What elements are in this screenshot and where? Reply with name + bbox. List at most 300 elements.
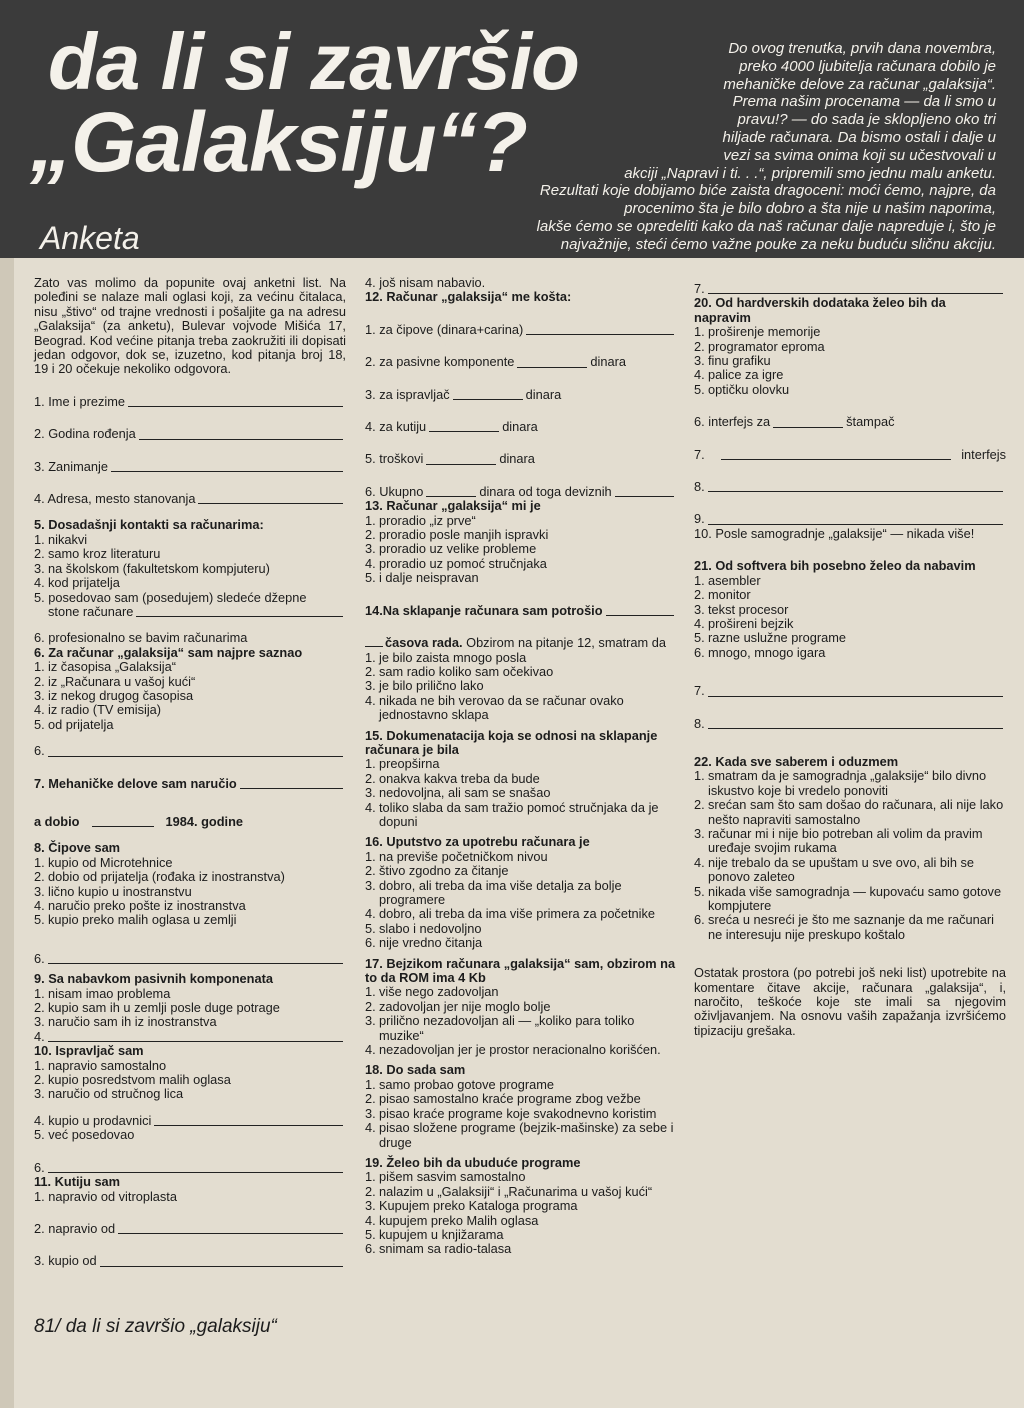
answer-option[interactable]	[34, 856, 346, 870]
answer-option[interactable]	[365, 801, 677, 830]
option-number: 3.	[365, 785, 376, 801]
option-text: nalazim u „Galaksiji“ i „Računarima u vašoj kući“	[379, 1183, 653, 1199]
page-edge	[0, 258, 14, 1408]
option-number: 4.	[34, 898, 45, 913]
answer-option[interactable]	[694, 574, 1006, 588]
intro-line: Prema našim procenama — da li smo u	[732, 93, 996, 111]
answer-option[interactable]	[365, 651, 677, 665]
option-number: 3.	[365, 1013, 376, 1029]
option-number: 5.	[694, 883, 705, 899]
answer-option[interactable]	[365, 571, 677, 585]
q20-option-6[interactable]: 6. interfejs za štampač	[694, 414, 895, 430]
field-occupation[interactable]: 3. Zanimanje	[34, 460, 346, 474]
option-number: 3.	[34, 883, 45, 899]
option-number: 2.	[365, 863, 376, 879]
option-number: 1.	[34, 1057, 45, 1073]
answer-option[interactable]	[365, 985, 677, 999]
option-text: finu grafiku	[708, 353, 771, 369]
option-number: 5.	[694, 630, 705, 646]
option-number: 2.	[694, 797, 705, 813]
answer-option[interactable]	[34, 987, 346, 1001]
option-text: samo kroz literaturu	[48, 546, 161, 562]
intro-line: procenimo šta je bilo dobro a šta nije u našim naporima,	[624, 200, 996, 218]
answer-option[interactable]	[694, 354, 1006, 368]
option-text: kod prijatelja	[48, 575, 120, 591]
q16-options[interactable]	[365, 850, 677, 951]
answer-option[interactable]	[365, 679, 677, 693]
q18-options[interactable]	[365, 1078, 677, 1150]
option-text: prilično nezadovoljan ali — „koliko para toliko muzike“	[379, 1013, 635, 1043]
answer-option[interactable]	[365, 757, 677, 771]
answer-option[interactable]	[34, 675, 346, 689]
intro-line: vezi sa svima onima koji su učestvovali u	[723, 146, 996, 164]
option-number: 1.	[365, 1076, 376, 1092]
section-label: Anketa	[40, 220, 140, 256]
q9-option-4[interactable]: 4.	[34, 1030, 346, 1044]
answer-option[interactable]	[365, 528, 677, 542]
option-number: 4.	[34, 575, 45, 591]
option-number: 5.	[365, 570, 376, 586]
intro-line: hiljade računara. Da bismo ostali i dalje u	[722, 128, 996, 146]
question-14[interactable]: 14.Na sklapanje računara sam potrošio	[365, 604, 677, 618]
option-number: 2.	[365, 663, 376, 679]
q5-option-5-line[interactable]: stone računare	[34, 605, 346, 619]
option-number: 1.	[365, 1169, 376, 1185]
option-text: iz nekog drugog časopisa	[48, 687, 194, 703]
question-18: 18. Do sada sam	[365, 1062, 466, 1078]
option-number: 1.	[34, 985, 45, 1001]
answer-option[interactable]	[694, 646, 1006, 660]
closing-paragraph: Ostatak prostora (po potrebi još neki list) upotrebite na komentare čitave akcije, računara „galaksija“, i, naročito, teškoće koje ste imali sa njegovim oživljavanjem. Na osnovu vaših zapažanja izvršićemo tipizaciju grešaka.	[694, 965, 1006, 1038]
question-10: 10. Ispravljač sam	[34, 1043, 144, 1059]
q21-option-8[interactable]: 8.	[694, 717, 1006, 731]
field-name[interactable]: 1. Ime i prezime	[34, 395, 346, 409]
option-number: 2.	[365, 527, 376, 543]
answer-option[interactable]	[365, 936, 677, 950]
intro-line: najvažnije, steći ćemo važne pouke za neku buduću sličnu akciju.	[560, 235, 996, 253]
option-number: 1.	[34, 531, 45, 547]
answer-option[interactable]	[34, 576, 346, 590]
question-19: 19. Želeo bih da ubuduće programe	[365, 1154, 581, 1170]
option-number: 2.	[34, 1072, 45, 1088]
option-text: pisao složene programe (bejzik-mašinske) za sebe i druge	[379, 1120, 674, 1150]
q21-options[interactable]	[694, 574, 1006, 660]
option-number: 4.	[694, 367, 705, 383]
option-number: 1.	[34, 659, 45, 675]
answer-option[interactable]	[365, 1092, 677, 1106]
question-11: 11. Kutiju sam	[34, 1174, 121, 1190]
answer-option[interactable]	[365, 786, 677, 800]
answer-option[interactable]	[694, 856, 1006, 885]
answer-option[interactable]	[365, 1199, 677, 1213]
option-text: proradio uz velike probleme	[379, 541, 537, 557]
option-number: 4.	[694, 854, 705, 870]
option-text: samo probao gotove programe	[379, 1076, 554, 1092]
q12-option-6[interactable]: 6. Ukupno dinara od toga deviznih	[365, 485, 677, 499]
q12-option-2[interactable]: 2. za pasivne komponente dinara	[365, 354, 626, 370]
answer-option[interactable]	[34, 899, 346, 913]
answer-option[interactable]	[34, 533, 346, 547]
option-number: 3.	[365, 541, 376, 557]
option-text: pišem sasvim samostalno	[379, 1169, 526, 1185]
field-birth-year[interactable]: 2. Godina rođenja	[34, 427, 346, 441]
option-text: razne uslužne programe	[708, 630, 846, 646]
q12-option-3[interactable]: 3. za ispravljač dinara	[365, 386, 562, 402]
answer-option[interactable]	[34, 1087, 346, 1101]
option-number: 5.	[694, 381, 705, 397]
option-number: 3.	[365, 1105, 376, 1121]
option-text: je bilo zaista mnogo posla	[379, 649, 527, 665]
q20-option-9[interactable]: 9.	[694, 512, 1006, 526]
q12-option-4[interactable]: 4. za kutiju dinara	[365, 419, 538, 435]
answer-option[interactable]	[34, 885, 346, 899]
option-number: 2.	[34, 1000, 45, 1016]
answer-option[interactable]	[34, 870, 346, 884]
q11-option-3[interactable]: 3. kupio od	[34, 1254, 346, 1268]
intro-line: preko 4000 ljubitelja računara dobilo je	[739, 57, 996, 75]
option-text: kupujem u knjižarama	[379, 1226, 504, 1242]
answer-option[interactable]	[365, 665, 677, 679]
option-number: 3.	[34, 1086, 45, 1102]
answer-option[interactable]	[34, 562, 346, 576]
option-number: 4.	[365, 906, 376, 922]
option-number: 3.	[365, 1198, 376, 1214]
q10-options[interactable]	[34, 1059, 346, 1102]
answer-option[interactable]	[34, 660, 346, 674]
option-text: naručio sam ih iz inostranstva	[48, 1014, 217, 1030]
answer-option[interactable]	[694, 827, 1006, 856]
answer-option[interactable]	[34, 913, 346, 927]
option-number: 1.	[694, 572, 705, 588]
answer-option[interactable]	[365, 557, 677, 571]
answer-option[interactable]	[34, 718, 346, 732]
option-text: Kupujem preko Kataloga programa	[379, 1198, 578, 1214]
answer-option[interactable]	[365, 864, 677, 878]
option-number: 6.	[694, 644, 705, 660]
answer-option[interactable]	[365, 850, 677, 864]
option-number: 4.	[365, 692, 376, 708]
q10-option-4[interactable]: 4. kupio u prodavnici	[34, 1114, 346, 1128]
answer-option[interactable]	[365, 694, 677, 723]
option-text: nisam imao problema	[48, 985, 171, 1001]
option-number: 1.	[694, 768, 705, 784]
option-text: iz radio (TV emisija)	[48, 702, 162, 718]
q20-option-7[interactable]: 7. interfejs	[694, 446, 1006, 462]
option-text: pisao samostalno kraće programe zbog vežbe	[379, 1091, 641, 1107]
option-number: 2.	[694, 338, 705, 354]
option-text: štivo zgodno za čitanje	[379, 863, 509, 879]
option-number: 2.	[34, 673, 45, 689]
option-text: snimam sa radio-talasa	[379, 1241, 512, 1257]
option-number: 3.	[365, 877, 376, 893]
column-2	[365, 276, 677, 1257]
answer-option[interactable]	[694, 631, 1006, 645]
header-banner	[0, 0, 1024, 258]
answer-option[interactable]	[694, 325, 1006, 339]
option-number: 6.	[365, 1241, 376, 1257]
answer-option[interactable]	[365, 922, 677, 936]
option-number: 1.	[365, 756, 376, 772]
q7-received[interactable]: a dobio 1984. godine	[34, 813, 244, 829]
answer-option[interactable]	[34, 689, 346, 703]
question-6: 6. Za računar „galaksija“ sam najpre saznao	[34, 644, 303, 660]
option-text: sam radio koliko sam očekivao	[379, 663, 554, 679]
option-text: iz „Računara u vašoj kući“	[48, 673, 196, 689]
answer-option[interactable]	[365, 879, 677, 908]
option-number: 1.	[365, 649, 376, 665]
option-text: preopširna	[379, 756, 440, 772]
q10-option-5[interactable]: 5. već posedovao	[34, 1127, 135, 1143]
q10-option-6[interactable]: 6.	[34, 1161, 346, 1175]
page-footer: 81/ da li si završio „galaksiju“	[34, 1316, 277, 1337]
answer-option[interactable]	[365, 514, 677, 528]
option-text: više nego zadovoljan	[379, 984, 499, 1000]
option-text: palice za igre	[708, 367, 784, 383]
option-text: monitor	[708, 587, 751, 603]
option-number: 2.	[365, 1091, 376, 1107]
q15-options[interactable]	[365, 757, 677, 829]
answer-option[interactable]	[365, 1121, 677, 1150]
headline-line2: „Galaksiju“?	[30, 95, 527, 189]
instructions: Zato vas molimo da popunite ovaj anketni list. Na poleđini se nalaze mali oglasi koji, za većinu čitalaca, nisu „štivo“ od trajne vrednosti i pošaljite ga na adresu „Galaksija“ (za anketu), Bulevar vojvode Mišića 17, Beograd. Kod većine pitanja treba zaokružiti ili dopisati jedan odgovor, dok se, izuzetno, kod pitanja broj 18, 19 i 20 očekuje nekoliko odgovora.	[34, 275, 346, 377]
answer-option[interactable]	[365, 1214, 677, 1228]
question-16: 16. Uputstvo za upotrebu računara je	[365, 834, 590, 850]
answer-option[interactable]	[365, 1043, 677, 1057]
option-text: dobro, ali treba da ima više primera za početnike	[379, 906, 655, 922]
option-number: 5.	[34, 912, 45, 928]
q19-option-7[interactable]: 7.	[694, 282, 1006, 296]
option-text: naručio od stručnog lica	[48, 1086, 184, 1102]
option-number: 3.	[694, 825, 705, 841]
answer-option[interactable]	[365, 907, 677, 921]
option-text: proradio posle manjih ispravki	[379, 527, 549, 543]
option-number: 1.	[694, 324, 705, 340]
answer-option[interactable]	[365, 1078, 677, 1092]
option-text: toliko slaba da sam tražio pomoć stručnjaka da je dopuni	[379, 799, 659, 829]
option-text: proširenje memorije	[708, 324, 821, 340]
answer-option[interactable]	[365, 1170, 677, 1184]
option-text: proradio uz pomoć stručnjaka	[379, 555, 547, 571]
answer-option[interactable]	[365, 1242, 677, 1256]
intro-paragraph	[396, 40, 996, 254]
q13-options[interactable]	[365, 514, 677, 586]
intro-line: Do ovog trenutka, prvih dana novembra,	[728, 40, 996, 57]
option-text: nezadovoljan jer je prostor neracionalno korišćen.	[379, 1042, 661, 1058]
option-number: 6.	[694, 912, 705, 928]
q11-option-4[interactable]: 4. još nisam nabavio.	[365, 275, 486, 290]
q19-options[interactable]	[365, 1170, 677, 1256]
option-number: 2.	[365, 1183, 376, 1199]
question-8: 8. Čipove sam	[34, 840, 121, 856]
answer-option[interactable]	[694, 383, 1006, 397]
question-7[interactable]: 7. Mehaničke delove sam naručio	[34, 777, 346, 791]
option-text: programator eproma	[708, 338, 825, 354]
option-number: 5.	[365, 1226, 376, 1242]
option-text: mnogo, mnogo igara	[708, 644, 826, 660]
answer-option[interactable]	[365, 1014, 677, 1043]
q20-option-8[interactable]: 8.	[694, 480, 1006, 494]
option-number: 4.	[34, 702, 45, 718]
option-text: nije vredno čitanja	[379, 935, 483, 951]
answer-option[interactable]	[365, 1228, 677, 1242]
option-number: 1.	[34, 854, 45, 870]
answer-option[interactable]	[365, 772, 677, 786]
intro-line: mehaničke delove za računar „galaksija“.	[723, 75, 996, 93]
question-9: 9. Sa nabavkom pasivnih komponenata	[34, 971, 273, 987]
answer-option[interactable]	[34, 1059, 346, 1073]
option-text: srećan sam što sam došao do računara, ali nije lako nešto napraviti samostalno	[708, 797, 1004, 827]
answer-option[interactable]	[694, 798, 1006, 827]
question-12: 12. Računar „galaksija“ me košta:	[365, 289, 572, 305]
answer-option[interactable]	[694, 603, 1006, 617]
q12-option-1[interactable]: 1. za čipove (dinara+carina)	[365, 323, 677, 337]
option-number: 4.	[365, 799, 376, 815]
q11-option-2[interactable]: 2. napravio od	[34, 1222, 346, 1236]
option-number: 3.	[34, 560, 45, 576]
option-text: računar mi i nije bio potreban ali volim da pravim uređaje svojim rukama	[708, 825, 983, 856]
column-3	[694, 276, 1006, 1038]
option-text: od prijatelja	[48, 716, 114, 732]
answer-option[interactable]	[694, 588, 1006, 602]
option-text: na previše početničkom nivou	[379, 848, 548, 864]
option-number: 3.	[34, 687, 45, 703]
intro-line: lakše ćemo se opredeliti kako da naš računar dalje napreduje i, što je	[536, 217, 996, 235]
option-text: dobro, ali treba da ima više detalja za bolje programere	[379, 877, 622, 907]
option-number: 3.	[365, 678, 376, 694]
answer-option[interactable]	[34, 1015, 346, 1029]
option-text: pisao kraće programe koje svakodnevno koristim	[379, 1105, 657, 1121]
q6-option-6[interactable]: 6.	[34, 744, 346, 758]
question-15: 15. Dokumenatacija koja se odnosi na sklapanje računara je bila	[365, 727, 658, 757]
option-number: 4.	[694, 615, 705, 631]
answer-option[interactable]	[34, 1073, 346, 1087]
option-text: na školskom (fakultetskom kompjuteru)	[48, 560, 270, 576]
option-number: 1.	[365, 984, 376, 1000]
answer-option[interactable]	[694, 340, 1006, 354]
option-text: nedovoljna, ali sam se snašao	[379, 785, 551, 801]
q5-option-5[interactable]: 5. posedovao sam (posedujem) sledeće džepne	[34, 589, 307, 605]
option-number: 2.	[365, 998, 376, 1014]
q9-options[interactable]	[34, 987, 346, 1030]
answer-option[interactable]	[694, 769, 1006, 798]
q8-options[interactable]	[34, 856, 346, 928]
option-text: i dalje neispravan	[379, 570, 479, 586]
answer-option[interactable]	[694, 368, 1006, 382]
option-number: 2.	[694, 587, 705, 603]
option-number: 6.	[365, 935, 376, 951]
q14-options[interactable]	[365, 651, 677, 723]
option-text: kupio sam ih u zemlji posle duge potrage	[48, 1000, 280, 1016]
answer-option[interactable]	[34, 1001, 346, 1015]
option-number: 3.	[694, 353, 705, 369]
question-20: 20. Od hardverskih dodataka želeo bih da napravim	[694, 295, 946, 325]
option-text: kupio od Microtehnice	[48, 854, 173, 870]
q17-options[interactable]	[365, 985, 677, 1057]
option-text: napravio samostalno	[48, 1057, 167, 1073]
option-text: kupio posredstvom malih oglasa	[48, 1072, 231, 1088]
option-number: 3.	[34, 1014, 45, 1030]
answer-option[interactable]	[365, 1000, 677, 1014]
q20-option-10[interactable]: 10. Posle samogradnje „galaksije“ — nikada više!	[694, 525, 975, 541]
option-text: naručio preko pošte iz inostranstva	[48, 898, 246, 913]
question-13: 13. Računar „galaksija“ mi je	[365, 498, 541, 514]
q21-option-7[interactable]: 7.	[694, 684, 1006, 698]
q5-options[interactable]	[34, 533, 346, 591]
option-number: 2.	[365, 770, 376, 786]
option-text: nikada više samogradnja — kupovaću samo gotove kompjutere	[708, 883, 1002, 913]
q12-option-5[interactable]: 5. troškovi dinara	[365, 451, 535, 467]
intro-line: Rezultati koje dobijamo biće zaista dragoceni: moći ćemo, najpre, da	[539, 182, 996, 200]
option-text: kupio preko malih oglasa u zemlji	[48, 912, 237, 928]
answer-option[interactable]	[365, 1107, 677, 1121]
intro-line: akciji „Napravi i ti. . .“, pripremili smo jednu malu anketu.	[624, 164, 996, 182]
answer-option[interactable]	[365, 1185, 677, 1199]
answer-option[interactable]	[365, 542, 677, 556]
option-number: 1.	[365, 848, 376, 864]
q11-option-1[interactable]: 1. napravio od vitroplasta	[34, 1188, 177, 1204]
option-number: 4.	[365, 1042, 376, 1058]
q22-options[interactable]	[694, 769, 1006, 942]
option-number: 2.	[34, 546, 45, 562]
option-text: nikada ne bih verovao da se računar ovako jednostavno sklapa	[379, 692, 624, 723]
option-text: je bilo prilično lako	[379, 678, 484, 694]
option-number: 5.	[365, 920, 376, 936]
q14-continuation: časova rada. Obzirom na pitanje 12, smatram da	[365, 636, 677, 650]
answer-option[interactable]	[694, 617, 1006, 631]
option-text: dobio od prijatelja (rođaka iz inostranstva)	[48, 869, 285, 885]
option-text: slabo i nedovoljno	[379, 920, 482, 936]
headline-line1: da li si završio	[48, 17, 579, 106]
option-text: nikakvi	[48, 531, 88, 547]
q20-options[interactable]	[694, 325, 1006, 397]
option-number: 4.	[365, 1120, 376, 1136]
option-number: 4.	[365, 555, 376, 571]
option-number: 3.	[694, 601, 705, 617]
question-21: 21. Od softvera bih posebno želeo da nabavim	[694, 558, 976, 574]
q6-options[interactable]	[34, 660, 346, 732]
option-text: onakva kakva treba da bude	[379, 770, 540, 786]
option-text: proradio „iz prve“	[379, 512, 476, 528]
option-text: asembler	[708, 572, 761, 588]
option-text: lično kupio u inostranstvu	[48, 883, 192, 899]
question-17: 17. Bejzikom računara „galaksija“ sam, obzirom na to da ROM ima 4 Kb	[365, 955, 676, 986]
option-text: zadovoljan jer nije moglo bolje	[379, 998, 551, 1014]
q5-option-6[interactable]: 6. profesionalno se bavim računarima	[34, 630, 248, 646]
answer-option[interactable]	[694, 913, 1006, 942]
column-1	[34, 276, 346, 1269]
answer-option[interactable]	[34, 547, 346, 561]
option-text: kupujem preko Malih oglasa	[379, 1212, 539, 1228]
answer-option[interactable]	[694, 885, 1006, 914]
option-text: smatram da je samogradnja „galaksije“ bilo divno iskustvo koje bi vredelo ponoviti	[708, 768, 987, 798]
option-number: 1.	[365, 512, 376, 528]
option-text: iz časopisa „Galaksija“	[48, 659, 177, 675]
option-number: 2.	[34, 869, 45, 885]
q8-option-6[interactable]: 6.	[34, 952, 346, 966]
question-22: 22. Kada sve saberem i oduzmem	[694, 753, 899, 769]
field-address[interactable]: 4. Adresa, mesto stanovanja	[34, 492, 346, 506]
option-number: 4.	[365, 1212, 376, 1228]
option-text: nije trebalo da se upuštam u sve ovo, ali bih se ponovo zaleteo	[708, 854, 975, 885]
option-number: 5.	[34, 716, 45, 732]
intro-line: pravu!? — do sada je sklopljeno oko tri	[737, 111, 996, 129]
question-5: 5. Dosadašnji kontakti sa računarima:	[34, 517, 264, 533]
answer-option[interactable]	[34, 703, 346, 717]
option-text: tekst procesor	[708, 601, 789, 617]
option-text: optičku olovku	[708, 381, 790, 397]
option-text: sreća u nesreći je što me saznanje da me računari ne interesuju nije preskupo koštalo	[708, 912, 994, 942]
option-text: prošireni bejzik	[708, 615, 794, 631]
